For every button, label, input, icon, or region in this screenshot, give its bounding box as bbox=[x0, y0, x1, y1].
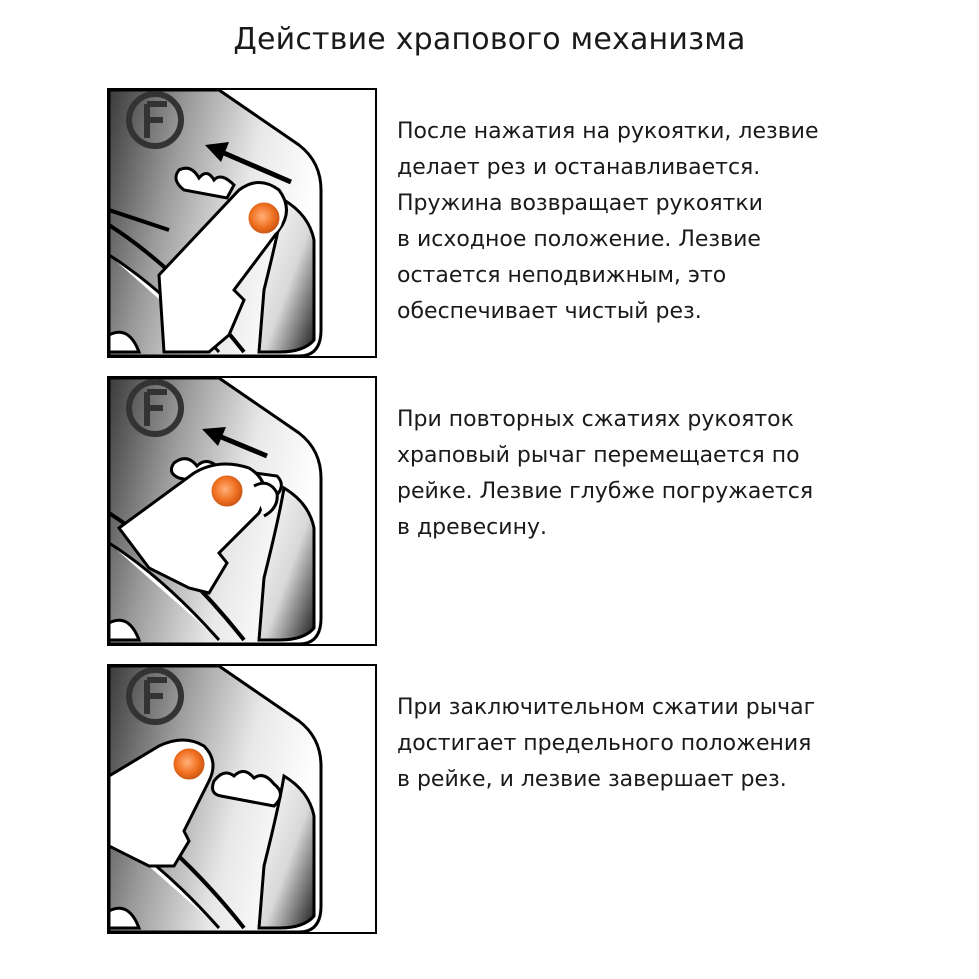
page-title: Действие храпового механизма bbox=[233, 22, 746, 57]
step-description-2: При повторных сжатиях рукояток храповый рычаг перемещается по рейке. Лезвие глубже погружается в древесину. bbox=[397, 407, 814, 540]
pivot-pin-icon bbox=[247, 201, 281, 235]
step-description-3: При заключительном сжатии рычаг достигает предельного положения в рейке, и лезвие завершает рез. bbox=[397, 695, 816, 792]
step-2 bbox=[0, 374, 979, 646]
ratchet-illustration-2 bbox=[107, 376, 377, 646]
pivot-pin-icon bbox=[210, 474, 244, 508]
pivot-pin-icon bbox=[172, 747, 206, 781]
step-description-1: После нажатия на рукоятки, лезвие делает рез и останавливается. Пружина возвращает рукоятки в исходное положение. Лезвие остается неподвижным, это обеспечивает чистый рез. bbox=[397, 119, 819, 324]
step-1 bbox=[0, 86, 979, 358]
ratchet-illustration-3 bbox=[107, 664, 377, 934]
ratchet-illustration-1 bbox=[107, 88, 377, 358]
step-3 bbox=[0, 662, 979, 934]
